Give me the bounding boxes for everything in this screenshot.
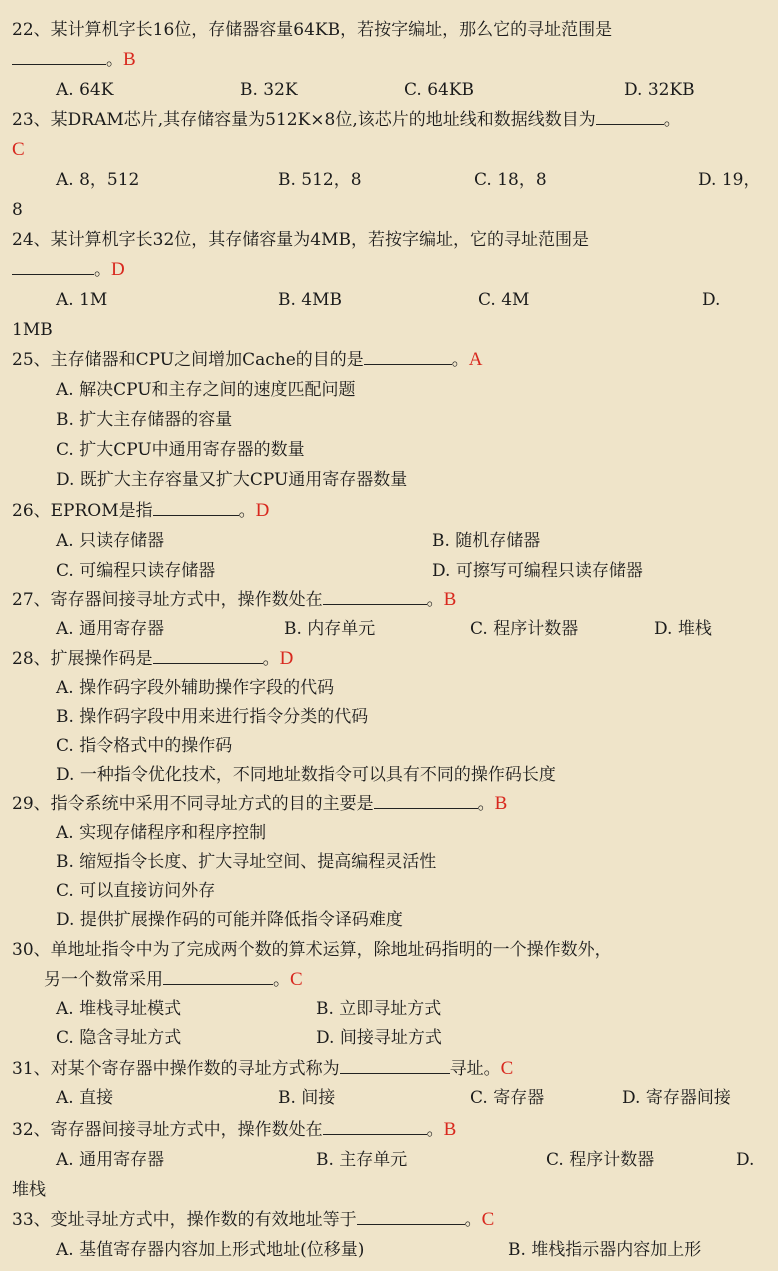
q22-option-a: A. 64K xyxy=(56,80,114,100)
q24-blank-line: 。D xyxy=(12,260,125,280)
q29-option-c: C. 可以直接访问外存 xyxy=(56,881,216,901)
q23-option-d-wrap: 8 xyxy=(12,200,23,220)
q29-option-d: D. 提供扩展操作码的可能并降低指令译码难度 xyxy=(56,910,403,930)
q32-option-d: D. xyxy=(736,1150,755,1170)
q31-stem: 31、对某个寄存器中操作数的寻址方式称为 寻址。C xyxy=(12,1058,514,1079)
q22-option-b: B. 32K xyxy=(240,80,298,100)
q26-stem: 26、EPROM是指 。D xyxy=(12,500,270,521)
q29-stem: 29、指令系统中采用不同寻址方式的目的主要是 。B xyxy=(12,793,508,814)
q23-option-b: B. 512，8 xyxy=(278,170,362,190)
q25-option-d: D. 既扩大主存容量又扩大CPU通用寄存器数量 xyxy=(56,470,408,490)
q27-option-d: D. 堆栈 xyxy=(654,619,712,639)
q28-answer: D xyxy=(279,648,294,669)
q31-option-d: D. 寄存器间接 xyxy=(622,1088,731,1108)
q30-answer: C xyxy=(290,969,303,990)
q31-option-a: A. 直接 xyxy=(56,1088,114,1108)
q27-answer: B xyxy=(443,589,457,610)
q23-stem: 23、某DRAM芯片,其存储容量为512K×8位,该芯片的地址线和数据线数目为 。 xyxy=(12,110,681,130)
q27-option-c: C. 程序计数器 xyxy=(470,619,579,639)
q24-stem: 24、某计算机字长32位，其存储容量为4MB，若按字编址，它的寻址范围是 xyxy=(12,230,589,250)
q31-option-b: B. 间接 xyxy=(278,1088,336,1108)
q23-answer-line xyxy=(12,140,25,160)
q28-option-c: C. 指令格式中的操作码 xyxy=(56,736,233,756)
q23-answer: C xyxy=(12,139,25,160)
q24-answer: D xyxy=(111,259,125,280)
q30-option-c: C. 隐含寻址方式 xyxy=(56,1028,182,1048)
q33-option-b: B. 堆栈指示器内容加上形 xyxy=(508,1240,702,1260)
q26-option-a: A. 只读存储器 xyxy=(56,531,165,551)
q29-answer: B xyxy=(494,793,508,814)
q22-answer: B xyxy=(123,49,136,70)
q33-stem: 33、变址寻址方式中，操作数的有效地址等于 。C xyxy=(12,1209,495,1230)
q25-option-b: B. 扩大主存储器的容量 xyxy=(56,410,233,430)
q28-option-b: B. 操作码字段中用来进行指令分类的代码 xyxy=(56,707,369,727)
q30-stem: 30、单地址指令中为了完成两个数的算术运算，除地址码指明的一个操作数外， xyxy=(12,940,612,960)
q31-answer: C xyxy=(500,1058,514,1079)
q32-stem: 32、寄存器间接寻址方式中，操作数处在 。B xyxy=(12,1119,457,1140)
q23-option-a: A. 8，512 xyxy=(56,170,140,190)
q22-option-c: C. 64KB xyxy=(404,80,475,100)
q32-option-b: B. 主存单元 xyxy=(316,1150,408,1170)
q30-option-b: B. 立即寻址方式 xyxy=(316,999,442,1019)
q28-option-a: A. 操作码字段外辅助操作字段的代码 xyxy=(56,678,335,698)
q26-option-c: C. 可编程只读存储器 xyxy=(56,561,216,581)
q24-option-d: D. xyxy=(702,290,721,310)
q25-answer: A xyxy=(468,349,483,370)
q27-stem: 27、寄存器间接寻址方式中，操作数处在 。B xyxy=(12,589,457,610)
q22-option-d: D. 32KB xyxy=(624,80,695,100)
q32-option-d-wrap: 堆栈 xyxy=(12,1180,46,1200)
q24-option-a: A. 1M xyxy=(56,290,108,310)
q30-option-d: D. 间接寻址方式 xyxy=(316,1028,442,1048)
q24-option-d-wrap: 1MB xyxy=(12,320,53,340)
q29-option-a: A. 实现存储程序和程序控制 xyxy=(56,823,267,843)
q30-stem-cont: 另一个数常采用 。C xyxy=(44,969,303,990)
q33-option-a: A. 基值寄存器内容加上形式地址(位移量) xyxy=(56,1240,365,1260)
q24-option-c: C. 4M xyxy=(478,290,530,310)
q23-option-d: D. 19， xyxy=(698,170,761,190)
q26-answer: D xyxy=(255,500,270,521)
q22-stem: 22、某计算机字长16位，存储器容量64KB，若按字编址，那么它的寻址范围是 xyxy=(12,20,613,40)
q25-option-a: A. 解决CPU和主存之间的速度匹配问题 xyxy=(56,380,356,400)
q27-option-a: A. 通用寄存器 xyxy=(56,619,165,639)
q25-option-c: C. 扩大CPU中通用寄存器的数量 xyxy=(56,440,305,460)
q32-option-a: A. 通用寄存器 xyxy=(56,1150,165,1170)
q28-stem: 28、扩展操作码是 。D xyxy=(12,648,294,669)
q25-stem: 25、主存储器和CPU之间增加Cache的目的是 。A xyxy=(12,349,483,370)
q32-answer: B xyxy=(443,1119,457,1140)
q24-option-b: B. 4MB xyxy=(278,290,343,310)
q23-option-c: C. 18，8 xyxy=(474,170,547,190)
q29-option-b: B. 缩短指令长度、扩大寻址空间、提高编程灵活性 xyxy=(56,852,437,872)
q28-option-d: D. 一种指令优化技术，不同地址数指令可以具有不同的操作码长度 xyxy=(56,765,556,785)
q32-option-c: C. 程序计数器 xyxy=(546,1150,655,1170)
q22-blank-line: 。B xyxy=(12,50,136,70)
q26-option-d: D. 可擦写可编程只读存储器 xyxy=(432,561,643,581)
q33-answer: C xyxy=(481,1209,495,1230)
q26-option-b: B. 随机存储器 xyxy=(432,531,541,551)
q31-option-c: C. 寄存器 xyxy=(470,1088,545,1108)
q27-option-b: B. 内存单元 xyxy=(284,619,376,639)
q30-option-a: A. 堆栈寻址模式 xyxy=(56,999,182,1019)
